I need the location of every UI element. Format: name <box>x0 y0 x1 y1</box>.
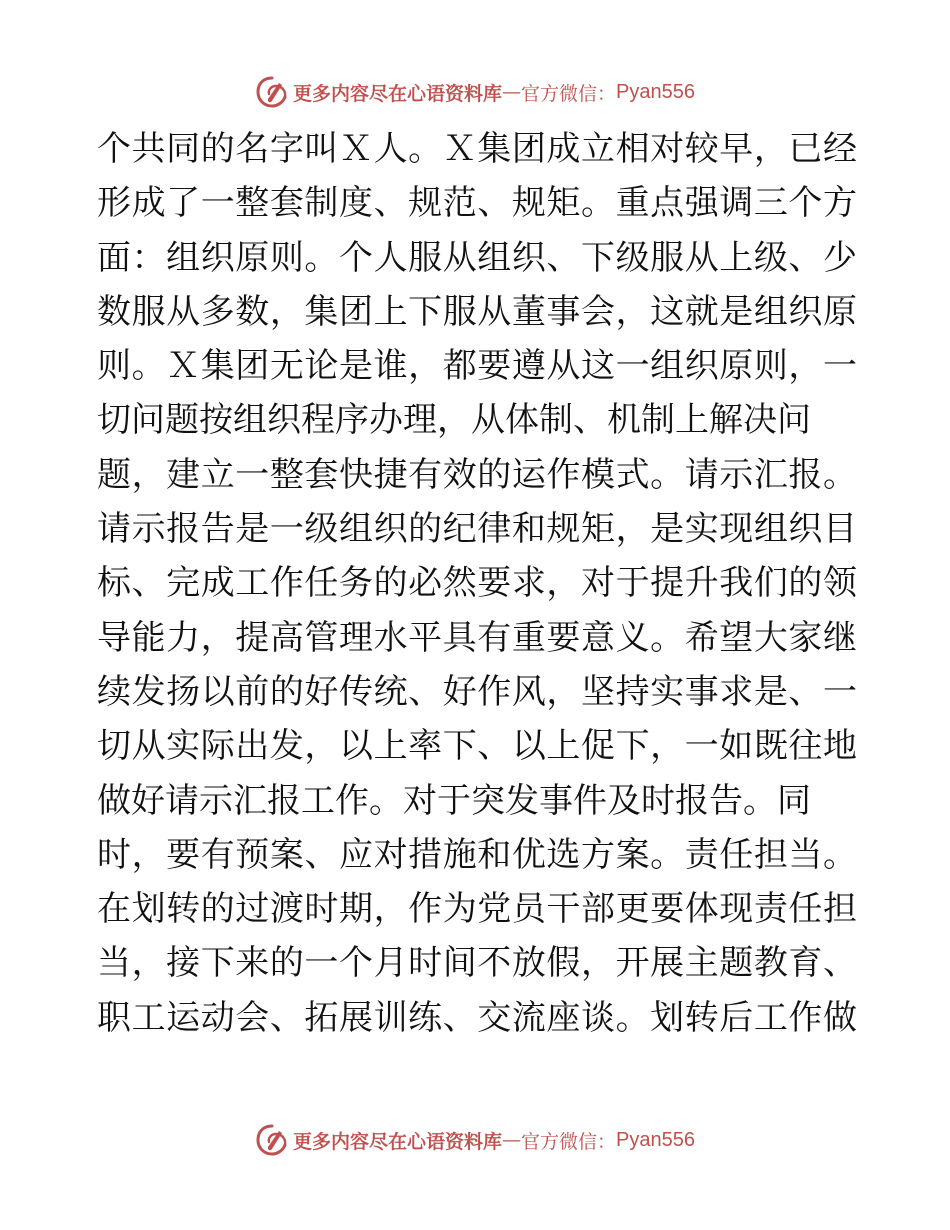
text-line: 做好请示汇报工作。对于突发事件及时报告。同 <box>97 780 811 821</box>
text-line: 在划转的过渡时期，作为党员干部更要体现责任担 <box>97 889 857 930</box>
banner-separator: — <box>502 81 522 103</box>
text-line: 切问题按组织程序办理，从体制、机制上解决问 <box>97 400 811 441</box>
text-line: 切从实际出发，以上率下、以上促下，一如既往地 <box>97 726 857 767</box>
text-line: 则。Ｘ集团无论是谁，都要遵从这一组织原则，一 <box>97 346 857 387</box>
banner-separator: — <box>502 1129 522 1151</box>
text-line: 导能力，提高管理水平具有重要意义。希望大家继 <box>97 617 857 658</box>
banner-wechat-id: Pyan556 <box>616 1128 695 1151</box>
banner-wechat-label: 官方微信： <box>521 1130 617 1153</box>
text-line: 数服从多数，集团上下服从董事会，这就是组织原 <box>97 291 857 332</box>
text-line: 请示报告是一级组织的纪律和规矩，是实现组织目 <box>97 509 857 550</box>
text-line: 当，接下来的一个月时间不放假，开展主题教育、 <box>97 943 857 984</box>
text-line: 形成了一整套制度、规范、规矩。重点强调三个方 <box>97 183 857 224</box>
text-line: 职工运动会、拓展训练、交流座谈。划转后工作做 <box>97 997 857 1038</box>
pen-nib-swirl-icon <box>255 75 289 109</box>
text-line: 个共同的名字叫Ｘ人。Ｘ集团成立相对较早，已经 <box>97 129 857 169</box>
banner-main-text: 更多内容尽在心语资料库 <box>293 82 503 105</box>
text-line: 面：组织原则。个人服从组织、下级服从上级、少 <box>97 237 857 278</box>
banner-wechat-id: Pyan556 <box>616 80 695 103</box>
text-line: 标、完成工作任务的必然要求，对于提升我们的领 <box>97 563 857 604</box>
text-line: 时，要有预案、应对措施和优选方案。责任担当。 <box>97 834 857 875</box>
banner-main-text: 更多内容尽在心语资料库 <box>293 1130 503 1153</box>
banner-wechat-label: 官方微信： <box>521 82 617 105</box>
text-line: 题，建立一整套快捷有效的运作模式。请示汇报。 <box>97 454 857 495</box>
pen-nib-swirl-icon <box>255 1123 289 1157</box>
body-text <box>97 122 857 1045</box>
header-banner[interactable] <box>0 72 950 112</box>
footer-banner[interactable] <box>0 1120 950 1160</box>
text-line: 续发扬以前的好传统、好作风，坚持实事求是、一 <box>97 671 857 712</box>
